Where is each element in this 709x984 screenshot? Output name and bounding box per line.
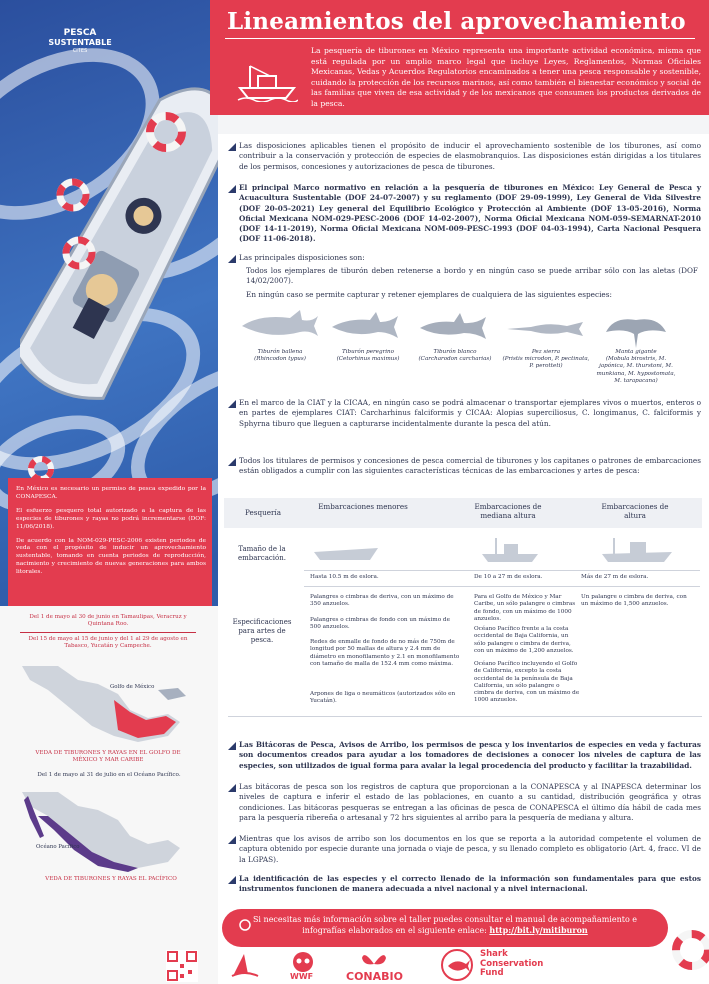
boat-illustration bbox=[20, 60, 218, 460]
large-boat-icon bbox=[600, 536, 674, 564]
species-caption: Tiburón blanco (Carcharodon carcharias) bbox=[418, 349, 492, 363]
banner-text bbox=[250, 914, 640, 936]
title-divider bbox=[225, 38, 695, 39]
map-caption: VEDA DE TIBURONES Y RAYAS EN EL GOLFO DE MÉXICO Y MAR CARIBE bbox=[35, 750, 181, 764]
veda-effort: El esfuerzo pesquero total autorizado a la captura de las especies de tiburones y rayas no podrá incrementarse (DOF: 11/06/2018). bbox=[16, 507, 206, 530]
scf-line: Fund bbox=[480, 968, 504, 978]
life-ring-icon bbox=[56, 178, 90, 212]
gear-cell: Palangres o cimbras de deriva, con un máximo de 350 anzuelos. bbox=[310, 594, 454, 608]
banner-message: Si necesitas más información sobre el taller puedes consultar el manual de acompañamiento e infografías elaborados en el siguiente enlace: bbox=[252, 915, 638, 935]
veda-date: Del 15 de mayo al 15 de junio y del 1 al 29 de agosto en Tabasco, Yucatán y Campeche. bbox=[28, 636, 188, 650]
conabio-logo: CONABIO bbox=[346, 970, 403, 983]
scf-line: Conservation bbox=[480, 958, 544, 969]
bitacoras-detail: Las bitácoras de pesca son los registros de captura que proporcionan a la CONAPESCA y al INAPESCA determinar los niveles de captura e inferir el estado de las poblaciones, en cuanto a su cantidad, distribución geográfica y otras condiciones. Las bitácoras pesqueras se entregan a las oficinas de pesca de CONAPESCA el último día hábil de cada mes para la pesquería ribereña o artesanal y 72 hrs siguientes al arribo para la pesquería de mediana y altura. bbox=[239, 782, 701, 822]
gear-cell: Redes de enmalle de fondo de no más de 750m de longitud por 50 mallas de altura y 2.4 mm de diámetro en monofilamento y 2.1 en monofilamento con tamaño de malla de 152.4 mm como máxima. bbox=[310, 639, 460, 667]
bullet-arrow-icon bbox=[228, 143, 236, 151]
brand-line3: CITES bbox=[72, 48, 88, 54]
manual-link[interactable]: http://bit.ly/mitiburon bbox=[489, 925, 588, 935]
veda-date: Del 1 de mayo al 30 de junio en Tamaulipas, Veracruz y Quintana Roo. bbox=[20, 614, 196, 633]
bullet-arrow-icon bbox=[228, 458, 236, 466]
column-header: Embarcaciones menores bbox=[318, 502, 408, 511]
gear-cell: Océano Pacífico incluyendo el Golfo de California, excepto la costa occidental de la península de Baja California, un sólo palangre o cimbra de deriva, con un máximo de 1000 anzuelos. bbox=[474, 661, 580, 704]
veda-nom: De acuerdo con la NOM-029-PESC-2006 existen periodos de veda con el propósito de inducir un aprovechamiento sustentable, tomando en cuenta periodos de reproducción, nacimiento y crecimiento de nuevas generaciones para ambos litorales. bbox=[16, 537, 206, 576]
map-label: Golfo de México bbox=[110, 684, 155, 690]
size-cell: Más de 27 m de eslora. bbox=[581, 574, 649, 580]
whale-shark-figure bbox=[240, 308, 320, 344]
bullet-arrow-icon bbox=[228, 185, 236, 193]
legal-framework: El principal Marco normativo en relación a la pesquería de tiburones en México: Ley General de Pesca y Acuacultura Sustentable (DOF 24-07-2007) y su reglamento (DOF 29-09-1999), Ley General de Vida Silvestre (DOF 20-05-2021) Ley general del Equilibrio Ecológico y Protección al Ambiente (DOF 13-05-2016), Norma Oficial Mexicana NOM-029-PESC-2006 (DOF 14-02-2007), Norma Oficial Mexicana NOM-059-SEMARNAT-2010 (DOF 14-11-2019), Norma Oficial Mexicana NOM-009-PESC-1993 (DOF 04-03-1994), Carta Nacional Pesquera (DOF 11-06-2018). bbox=[239, 183, 701, 244]
mexico-pacific-map bbox=[18, 786, 198, 874]
map-caption: VEDA DE TIBURONES Y RAYAS EL PACÍFICO bbox=[45, 876, 177, 882]
species-caption: Pez sierra (Pristis microdon, P. pectinata, P. perotteti) bbox=[502, 349, 590, 370]
scf-logo bbox=[480, 950, 543, 979]
gear-cell: Para el Golfo de México y Mar Caribe, un sólo palangre o cimbras de fondo, con un máximo de 1000 anzuelos. bbox=[474, 594, 576, 622]
size-cell: Hasta 10.5 m de eslora. bbox=[310, 574, 379, 580]
fins-rule: Todos los ejemplares de tiburón deben retenerse a bordo y en ningún caso se puede arribar sólo con las aletas (DOF 14/02/2007). bbox=[246, 266, 698, 286]
small-boat-icon bbox=[312, 540, 382, 564]
mexico-gulf-map bbox=[18, 660, 198, 750]
life-ring-icon bbox=[146, 112, 186, 152]
shark-logo-icon bbox=[230, 950, 260, 980]
veda-permit: En México es necesario un permiso de pesca expedido por la CONAPESCA. bbox=[16, 486, 206, 500]
butterfly-icon bbox=[360, 948, 388, 968]
basking-shark-figure bbox=[330, 310, 400, 344]
gear-cell: Océano Pacífico frente a la costa occidental de Baja California, un sólo palangre o cimbra de deriva, con un máximo de 1,200 anzuelos. bbox=[474, 626, 574, 654]
row-label: Especificaciones para artes de pesca. bbox=[232, 618, 292, 644]
bullet-arrow-icon bbox=[228, 876, 236, 884]
species-caption: Tiburón ballena (Rhincodon typus) bbox=[254, 349, 306, 363]
scf-fish-icon bbox=[440, 948, 474, 982]
column-header: Pesquería bbox=[245, 508, 281, 517]
manta-ray-figure bbox=[604, 310, 668, 350]
dispositions-heading: Las principales disposiciones son: bbox=[239, 253, 365, 262]
species-caption: Tiburón peregrino (Cetorhinus maximus) bbox=[336, 349, 400, 363]
map-label: Océano Pacífico bbox=[36, 844, 80, 850]
column-header: Embarcaciones de mediana altura bbox=[474, 502, 542, 520]
ciat-cicaa-rule: En el marco de la CIAT y la CICAA, en ningún caso se podrá almacenar o transportar ejemplares vivos o muertos, enteros o en partes de ejemplares CIAT: Carcharhinus falciformis y CICAA: Alopias superciliosus, C. longimanus, C. falciformis y Sphyrna tiburo que lleguen a capturarse incidentalmente durante la pesca del atún. bbox=[239, 398, 701, 428]
table-divider bbox=[304, 570, 700, 571]
identification-note: La identificación de las especies y el correcto llenado de la información son fundamentales para que estos instrumentos funcionen de manera adecuada a nivel nacional y a nivel internacional. bbox=[239, 874, 701, 894]
bitacoras-summary: Las Bitácoras de Pesca, Avisos de Arribo, los permisos de pesca y los inventarios de especies en veda y facturas son documentos creados para ayudar a los tomadores de decisiones a conocer los niveles de captura de las especies, son utilizados de igual forma para avalar la legal procedencia del producto y facilitar la trazabilidad. bbox=[239, 740, 701, 770]
section-purpose: Las disposiciones aplicables tienen el propósito de inducir el aprovechamiento sostenible de los tiburones, así como contribuir a la conservación y protección de especies de elasmobranquios. Las disposiciones están dirigidas a los titulares de los permisos, concesiones y autorizaciones de pesca de tiburones. bbox=[239, 141, 701, 171]
row-label: Tamaño de la embarcación. bbox=[238, 545, 286, 562]
panda-icon bbox=[290, 950, 316, 974]
bullet-arrow-icon bbox=[228, 742, 236, 750]
intro-text: La pesquería de tiburones en México representa una importante actividad económica, misma que está regulada por un amplio marco legal que incluye Leyes, Reglamentos, Normas Oficiales Mexicanas, Vedas y Acuerdos Regulatorios encaminados a tener una pesca responsable y sostenible, cuidando la protección de los recursos marinos, así como también el bienestar económico y social de las familias que viven de esa actividad y de los mexicanos que consumen los productos derivados de la pesca. bbox=[311, 46, 701, 108]
titulares-text: Todos los titulares de permisos y concesiones de pesca comercial de tiburones y los capitanes o patrones de embarcaciones están obligados a cumplir con las siguientes características técnicas de las embarcaciones y artes de pesca: bbox=[239, 456, 701, 476]
qr-code-icon bbox=[166, 950, 198, 982]
brand-logo bbox=[40, 28, 120, 55]
size-cell: De 10 a 27 m de eslora. bbox=[474, 574, 543, 580]
life-ring-icon bbox=[62, 236, 96, 270]
brand-line2: SUSTENTABLE bbox=[48, 38, 112, 47]
species-caption: Manta gigante (Mobula birostris, M. japónica, M. thurstoni, M. munkiana, M. hypostomata, M. tarapacana) bbox=[596, 349, 676, 384]
gear-cell: Arpones de liga o neumáticos (autorizados sólo en Yucatán). bbox=[310, 691, 456, 705]
prohibited-intro: En ningún caso se permite capturar y retener ejemplares de cualquiera de las siguientes especies: bbox=[246, 290, 612, 299]
table-divider bbox=[228, 716, 702, 717]
column-header: Embarcaciones de altura bbox=[601, 502, 669, 520]
bullet-arrow-icon bbox=[228, 400, 236, 408]
scf-line: Shark bbox=[480, 949, 508, 959]
brand-line1: PESCA bbox=[63, 28, 97, 38]
wwf-logo: WWF bbox=[290, 972, 314, 981]
fishing-boat-icon bbox=[236, 62, 298, 102]
bullet-arrow-icon bbox=[228, 255, 236, 263]
veda-info-text bbox=[16, 486, 206, 577]
white-shark-figure bbox=[418, 312, 488, 344]
bullet-arrow-icon bbox=[228, 836, 236, 844]
table-divider bbox=[304, 586, 700, 587]
avisos-arribo: Mientras que los avisos de arribo son los documentos en los que se reporta a la autoridad competente el volumen de captura obtenido por especie durante una jornada o viaje de pesca, y su llenado completo es obligatorio (Art. 4, fracc. VI de la LGPAS). bbox=[239, 834, 701, 864]
page-title: Lineamientos del aprovechamiento bbox=[227, 8, 686, 35]
medium-boat-icon bbox=[480, 536, 540, 564]
gear-cell: Palangres o cimbras de fondo con un máximo de 500 anzuelos. bbox=[310, 617, 450, 631]
gear-cell: Un palangre o cimbra de deriva, con un máximo de 1,500 anzuelos. bbox=[581, 594, 687, 608]
veda-date: Del 1 de mayo al 31 de julio en el Océano Pacífico. bbox=[37, 772, 181, 778]
partner-logos bbox=[150, 948, 690, 984]
bullet-arrow-icon bbox=[228, 784, 236, 792]
sawfish-figure bbox=[505, 318, 585, 340]
